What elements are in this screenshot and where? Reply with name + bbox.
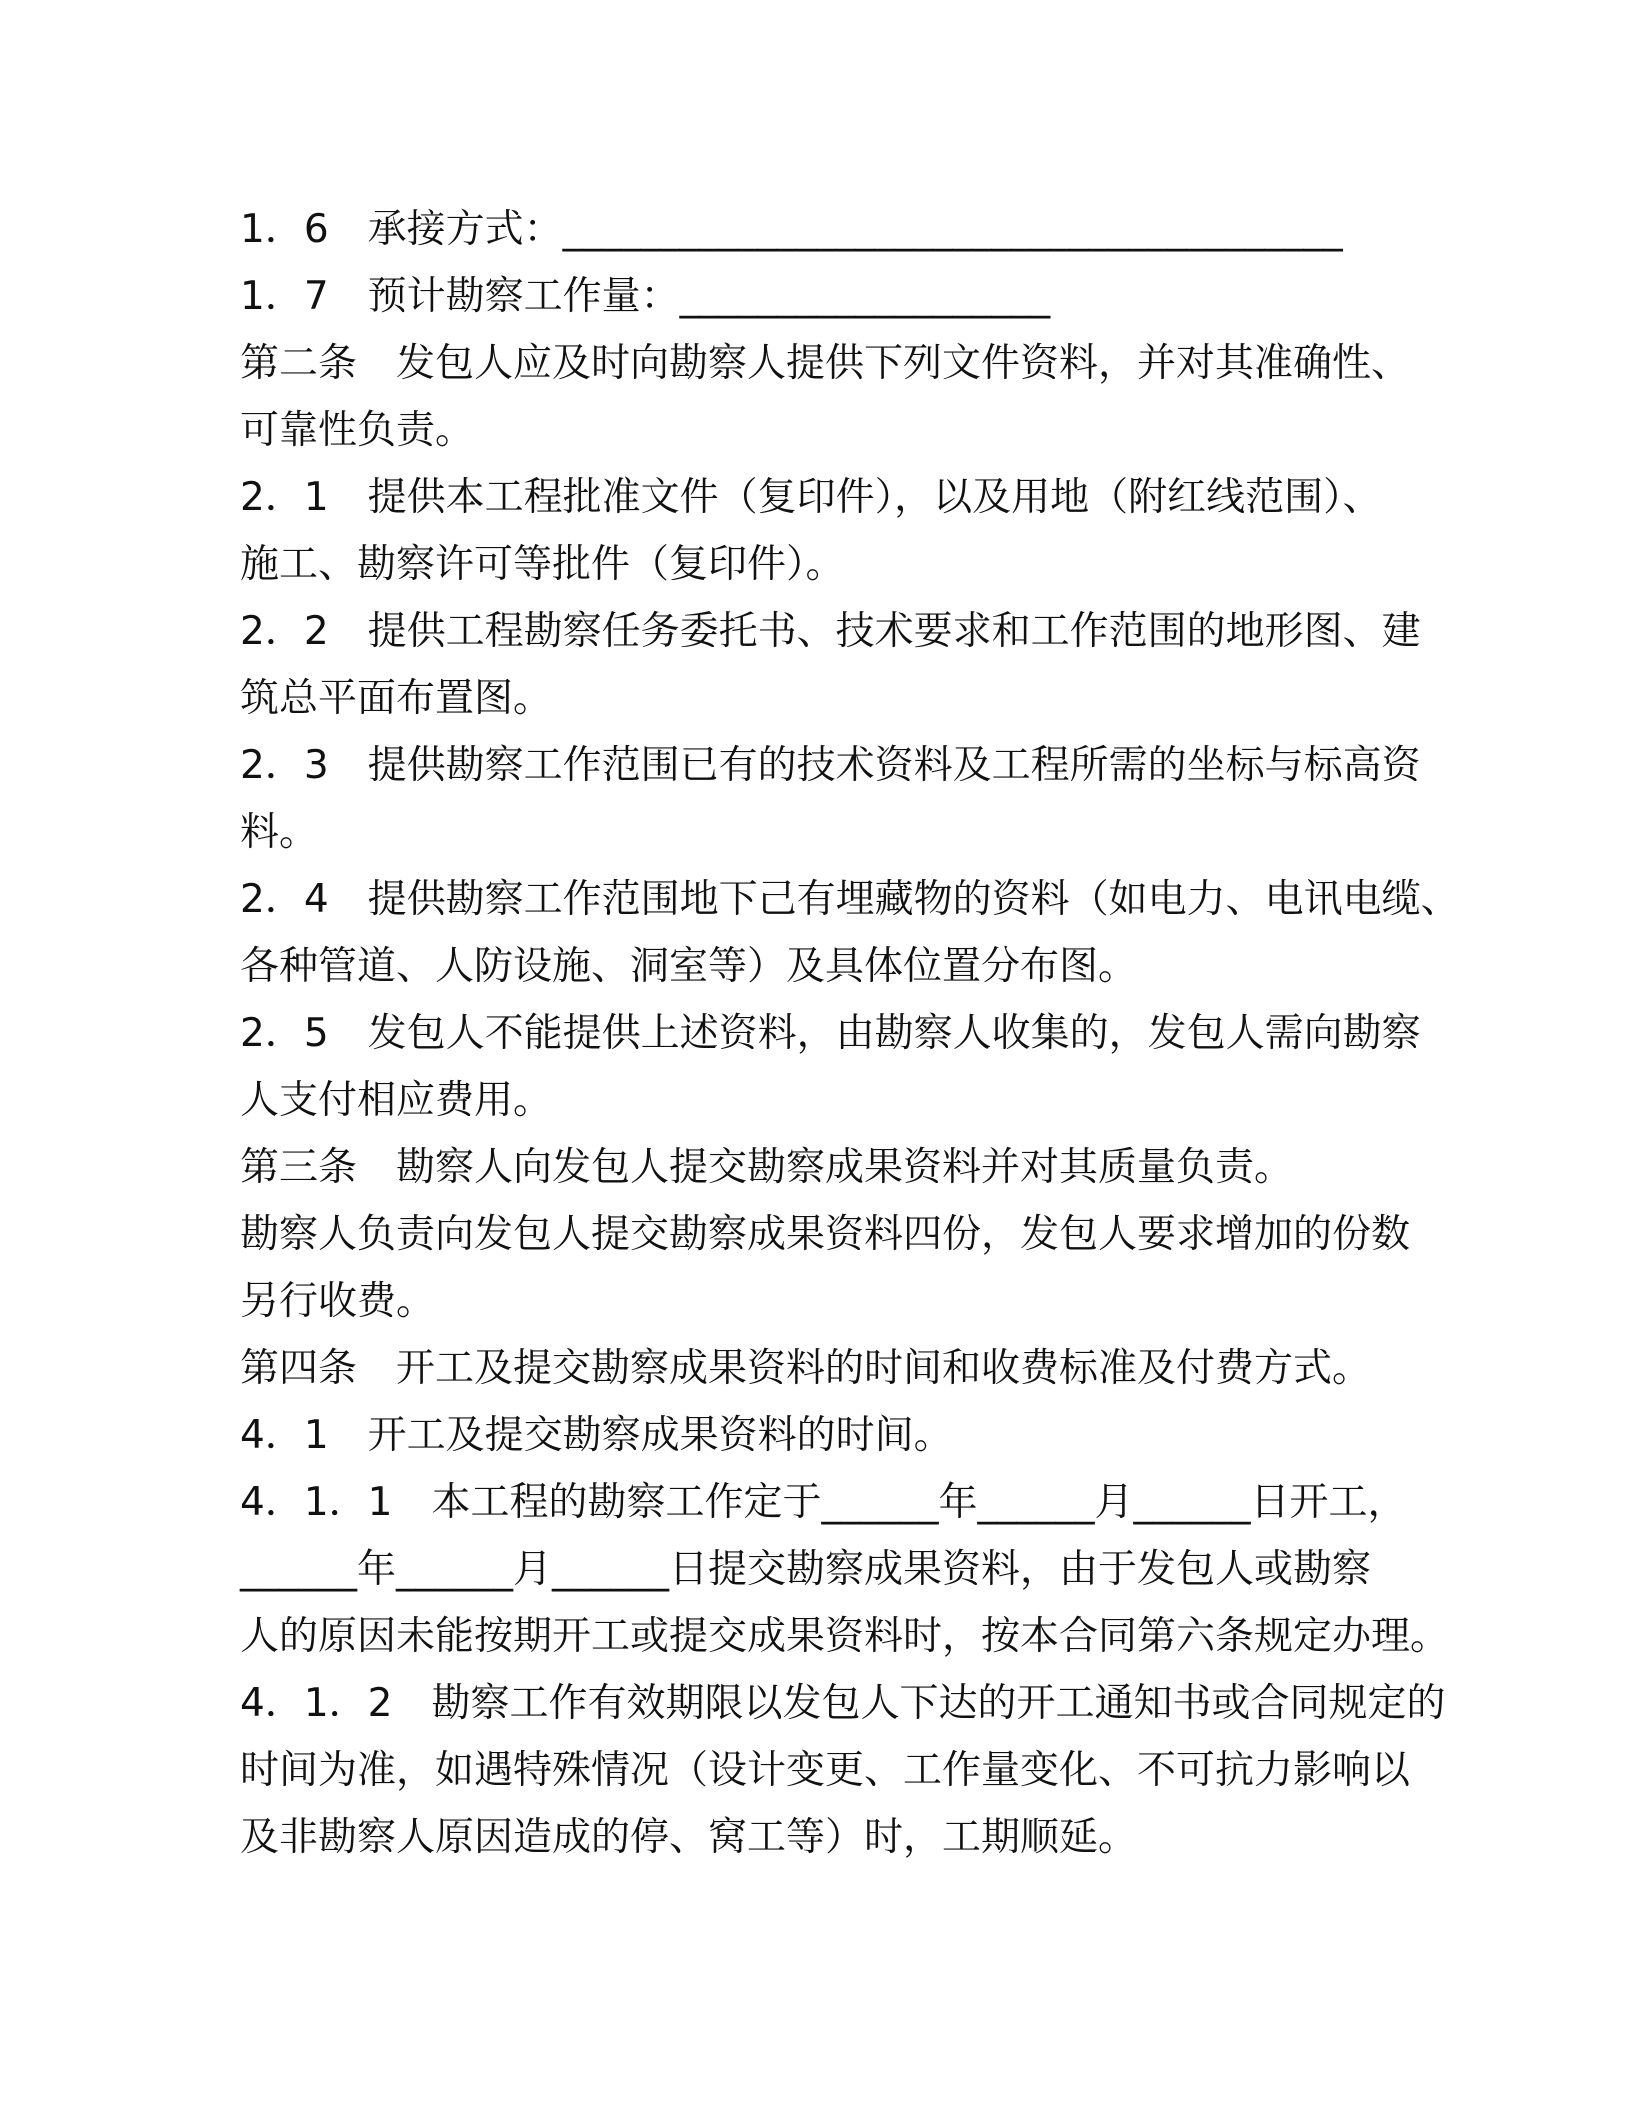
- clause-2-1: 2．1 提供本工程批准文件（复印件），以及用地（附红线范围）、: [240, 475, 1382, 520]
- article-2-heading: 第二条 发包人应及时向勘察人提供下列文件资料，并对其准确性、: [240, 341, 1411, 386]
- clause-4-1-2: 4．1．2 勘察工作有效期限以发包人下达的开工通知书或合同规定的: [240, 1681, 1446, 1726]
- article-3-body: 勘察人负责向发包人提交勘察成果资料四份，发包人要求增加的份数: [240, 1212, 1411, 1257]
- clause-4-1-1: 4．1．1 本工程的勘察工作定于______年______月______日开工，: [240, 1480, 1407, 1525]
- clause-1-7: 1．7 预计勘察工作量：___________________: [240, 274, 1051, 319]
- article-2-heading-cont: 可靠性负责。: [240, 408, 475, 453]
- clause-2-5-cont: 人支付相应费用。: [240, 1078, 553, 1123]
- clause-4-1: 4．1 开工及提交勘察成果资料的时间。: [240, 1413, 953, 1458]
- contract-text: [240, 196, 1460, 1871]
- clause-1-6: 1．6 承接方式：________________________________________: [240, 207, 1343, 252]
- clause-2-1-cont: 施工、勘察许可等批件（复印件）。: [240, 542, 845, 587]
- clause-2-4-cont: 各种管道、人防设施、洞室等）及具体位置分布图。: [240, 944, 1138, 989]
- clause-4-1-1-cont: ______年______月______日提交勘察成果资料，由于发包人或勘察: [240, 1547, 1372, 1592]
- clause-2-3-cont: 料。: [240, 810, 319, 855]
- clause-2-5: 2．5 发包人不能提供上述资料，由勘察人收集的，发包人需向勘察: [240, 1011, 1421, 1056]
- article-3-heading: 第三条 勘察人向发包人提交勘察成果资料并对其质量负责。: [240, 1145, 1294, 1190]
- clause-4-1-2-cont-2: 及非勘察人原因造成的停、窝工等）时，工期顺延。: [240, 1815, 1138, 1860]
- clause-4-1-2-cont: 时间为准，如遇特殊情况（设计变更、工作量变化、不可抗力影响以: [240, 1748, 1411, 1793]
- clause-4-1-1-cont-2: 人的原因未能按期开工或提交成果资料时，按本合同第六条规定办理。: [240, 1614, 1450, 1659]
- article-3-body-cont: 另行收费。: [240, 1279, 436, 1324]
- clause-2-2-cont: 筑总平面布置图。: [240, 676, 553, 721]
- article-4-heading: 第四条 开工及提交勘察成果资料的时间和收费标准及付费方式。: [240, 1346, 1372, 1391]
- clause-2-2: 2．2 提供工程勘察任务委托书、技术要求和工作范围的地形图、建: [240, 609, 1421, 654]
- clause-2-3: 2．3 提供勘察工作范围已有的技术资料及工程所需的坐标与标高资: [240, 743, 1421, 788]
- clause-2-4: 2．4 提供勘察工作范围地下己有埋藏物的资料（如电力、电讯电缆、: [240, 877, 1460, 922]
